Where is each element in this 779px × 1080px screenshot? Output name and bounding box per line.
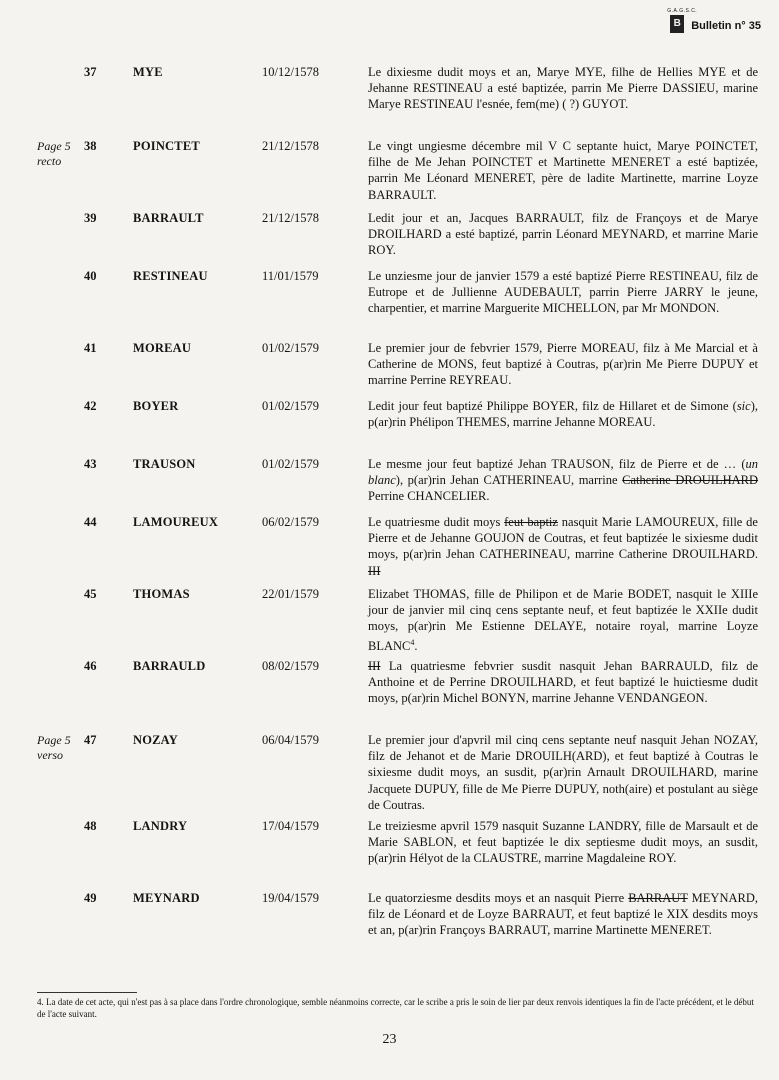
entry-text bbox=[368, 818, 758, 867]
entry-number: 49 bbox=[84, 891, 97, 905]
logo-text: G.A.G.S.C. bbox=[667, 8, 698, 14]
bulletin-title: Bulletin n° 35 bbox=[691, 20, 761, 32]
entry-date: 01/02/1579 bbox=[262, 341, 319, 355]
entry-number: 45 bbox=[84, 587, 97, 601]
struck-text: feut baptiz bbox=[504, 515, 558, 529]
entry-date: 17/04/1579 bbox=[262, 819, 319, 833]
entry-text bbox=[368, 732, 758, 813]
page-reference-note: Page 5 recto bbox=[37, 139, 71, 168]
footnote-separator bbox=[37, 992, 137, 993]
entry-date: 10/12/1578 bbox=[262, 65, 319, 79]
text-segment: Le premier jour d'apvril mil cinq cens septante neuf nasquit Jehan NOZAY, filz de Jehanot et de Marie DROUILH(ARD), et feut baptizé à Coutras le sixiesme dudit moys, an susdit, p(ar)rin Arnault DROUILHARD, marine Jacquete DUPUY, fille de Me Pierre DUPUY, noth(aire) et postulant au siège de Coutras. bbox=[368, 733, 758, 812]
text-segment: nasquit Marie LAMOUREUX, fille de Pierre et de Jehanne GOUJON de Coutras, et feut baptizée le sixiesme dudit moys, p(ar)rin Jehan CATHERINEAU, marrine Catherine DROUILHARD. bbox=[368, 515, 758, 562]
entry-date: 11/01/1579 bbox=[262, 269, 319, 283]
entry-surname: LANDRY bbox=[133, 819, 188, 833]
entry-number: 41 bbox=[84, 341, 97, 355]
entry-number: 38 bbox=[84, 139, 97, 153]
struck-text: Catherine DROUILHARD bbox=[622, 473, 758, 488]
logo-emblem: B bbox=[670, 15, 684, 33]
entry-date: 21/12/1578 bbox=[262, 211, 319, 225]
entry-surname: BARRAULD bbox=[133, 659, 206, 673]
entry-date: 01/02/1579 bbox=[262, 457, 319, 471]
entry-date: 22/01/1579 bbox=[262, 587, 319, 601]
entry-number: 48 bbox=[84, 819, 97, 833]
entry-text bbox=[368, 658, 758, 707]
page-number: 23 bbox=[382, 1032, 397, 1047]
struck-text: BARRAUT bbox=[628, 891, 688, 905]
entry-text bbox=[368, 64, 758, 113]
struck-text: III bbox=[368, 563, 381, 578]
entry-text bbox=[368, 268, 758, 317]
entry-surname: NOZAY bbox=[133, 733, 178, 747]
text-segment: Le dixiesme dudit moys et an, Marye MYE, filhe de Hellies MYE et de Jehanne RESTINEAU a esté baptizée, parrin Me Pierre DASSIEU, marine Marye RESTINEAU l'esnée, fem(me) ( ?) GUYOT. bbox=[368, 65, 758, 112]
entry-text bbox=[368, 586, 758, 654]
entry-surname: THOMAS bbox=[133, 587, 190, 601]
entry-date: 06/02/1579 bbox=[262, 515, 319, 529]
text-segment: Elizabet THOMAS, fille de Philipon et de Marie BODET, nasquit le XIIIe jour de janvier mil cinq cens septante neuf, et feut baptizée le XXIIe dudit moys, p(ar)rin Me Estienne DELAYE, notaire royal, marrine Loyze BLANC bbox=[368, 587, 758, 653]
text-segment: La quatriesme febvrier susdit nasquit Jehan BARRAULD, filz de Anthoine et de Perrine DROUILHARD, et feut baptizé le huictiesme dudit moys, p(ar)rin Michel BONYN, marrine Jehanne VENDANGEON. bbox=[368, 659, 758, 706]
text-segment: Perrine CHANCELIER. bbox=[368, 489, 490, 504]
footnote: 4. La date de cet acte, qui n'est pas à sa place dans l'ordre chronologique, semble néanmoins correcte, car le scribe a pris le soin de lier par deux renvois identiques la fin de l'acte précédent, et le début de l'acte suivant. bbox=[37, 997, 754, 1019]
entry-date: 06/04/1579 bbox=[262, 733, 319, 747]
text-segment: un blanc bbox=[368, 457, 758, 488]
bulletin-logo bbox=[667, 8, 698, 36]
entry-number: 39 bbox=[84, 211, 97, 225]
entry-surname: BARRAULT bbox=[133, 211, 204, 225]
text-segment: Le quatorziesme desdits moys et an nasquit Pierre bbox=[368, 891, 629, 905]
entry-date: 01/02/1579 bbox=[262, 399, 319, 413]
text-segment: Le unziesme jour de janvier 1579 a esté baptizé Pierre RESTINEAU, filz de Eutrope et de Jullienne AUDEBAULT, parrin Pierre JARRY le jeune, charpentier, et marrine Marguerite MICHELLON, par Mr MONDON. bbox=[368, 269, 758, 316]
text-segment: Ledit jour feut baptizé Philippe BOYER, filz de Hillaret et de Simone ( bbox=[368, 399, 737, 413]
entry-number: 43 bbox=[84, 457, 97, 471]
footnote-ref: 4 bbox=[410, 637, 415, 647]
page-reference-note: Page 5 verso bbox=[37, 733, 71, 762]
text-segment: MEYNARD, filz de Léonard et de Loyze BARRAUT, et feut baptizé le XIX desdits moys et an, p(ar)rin Françoys BARRAUT, marrine Martinette MENERET. bbox=[368, 891, 758, 938]
struck-text: III bbox=[368, 659, 381, 673]
entry-surname: TRAUSON bbox=[133, 457, 196, 471]
entry-surname: MOREAU bbox=[133, 341, 192, 355]
text-segment: ), p(ar)rin Jehan CATHERINEAU, marrine bbox=[395, 473, 623, 488]
entry-number: 47 bbox=[84, 733, 97, 747]
entry-surname: MYE bbox=[133, 65, 163, 79]
page-header bbox=[667, 8, 761, 36]
text-segment: ), p(ar)rin Phélipon THEMES, marrine Jehanne MOREAU. bbox=[368, 399, 758, 430]
entry-number: 42 bbox=[84, 399, 97, 413]
entry-surname: MEYNARD bbox=[133, 891, 200, 905]
entry-text bbox=[368, 514, 758, 579]
entry-text bbox=[368, 210, 758, 259]
entry-surname: LAMOUREUX bbox=[133, 515, 219, 529]
text-segment: Le vingt ungiesme décembre mil V C septante huict, Marye POINCTET, filhe de Me Jehan POINCTET et Martinette MENERET a esté baptizée, parrin Me Léonard MENERET, père de ladite Martinette, marrine Loyze BARRAULT. bbox=[368, 139, 758, 202]
entry-number: 46 bbox=[84, 659, 97, 673]
entry-number: 44 bbox=[84, 515, 97, 529]
entry-date: 19/04/1579 bbox=[262, 891, 319, 905]
entry-number: 37 bbox=[84, 65, 97, 79]
text-segment: . bbox=[414, 638, 418, 653]
entry-surname: POINCTET bbox=[133, 139, 200, 153]
text-segment: Le quatriesme dudit moys bbox=[368, 515, 505, 529]
entry-text bbox=[368, 890, 758, 939]
entry-surname: RESTINEAU bbox=[133, 269, 208, 283]
text-segment: Le mesme jour feut baptizé Jehan TRAUSON, filz de Pierre et de … ( bbox=[368, 457, 746, 471]
text-segment: Le treiziesme apvril 1579 nasquit Suzanne LANDRY, fille de Marsault et de Marie SABLON, et feut baptizée le dix septiesme dudit moys, an susdit, p(ar)rin Hélyot de la CLAUSTRE, marrine Magdaleine ROY. bbox=[368, 819, 758, 866]
text-segment: sic bbox=[736, 399, 751, 413]
entry-date: 21/12/1578 bbox=[262, 139, 319, 153]
entry-text bbox=[368, 340, 758, 389]
text-segment: Ledit jour et an, Jacques BARRAULT, filz de Françoys et de Marye DROILHARD a esté baptizé, parrin Léonard MEYNARD, et marrine Marie ROY. bbox=[368, 211, 758, 258]
entry-text bbox=[368, 398, 758, 430]
entry-date: 08/02/1579 bbox=[262, 659, 319, 673]
entry-text bbox=[368, 456, 758, 505]
text-segment: Le premier jour de febvrier 1579, Pierre MOREAU, filz à Me Marcial et à Catherine de MONS, feut baptizé à Coutras, p(ar)rin Me Pierre DUPUY et marrine Perrine REYREAU. bbox=[368, 341, 758, 388]
entry-text bbox=[368, 138, 758, 203]
entry-number: 40 bbox=[84, 269, 97, 283]
entry-surname: BOYER bbox=[133, 399, 179, 413]
